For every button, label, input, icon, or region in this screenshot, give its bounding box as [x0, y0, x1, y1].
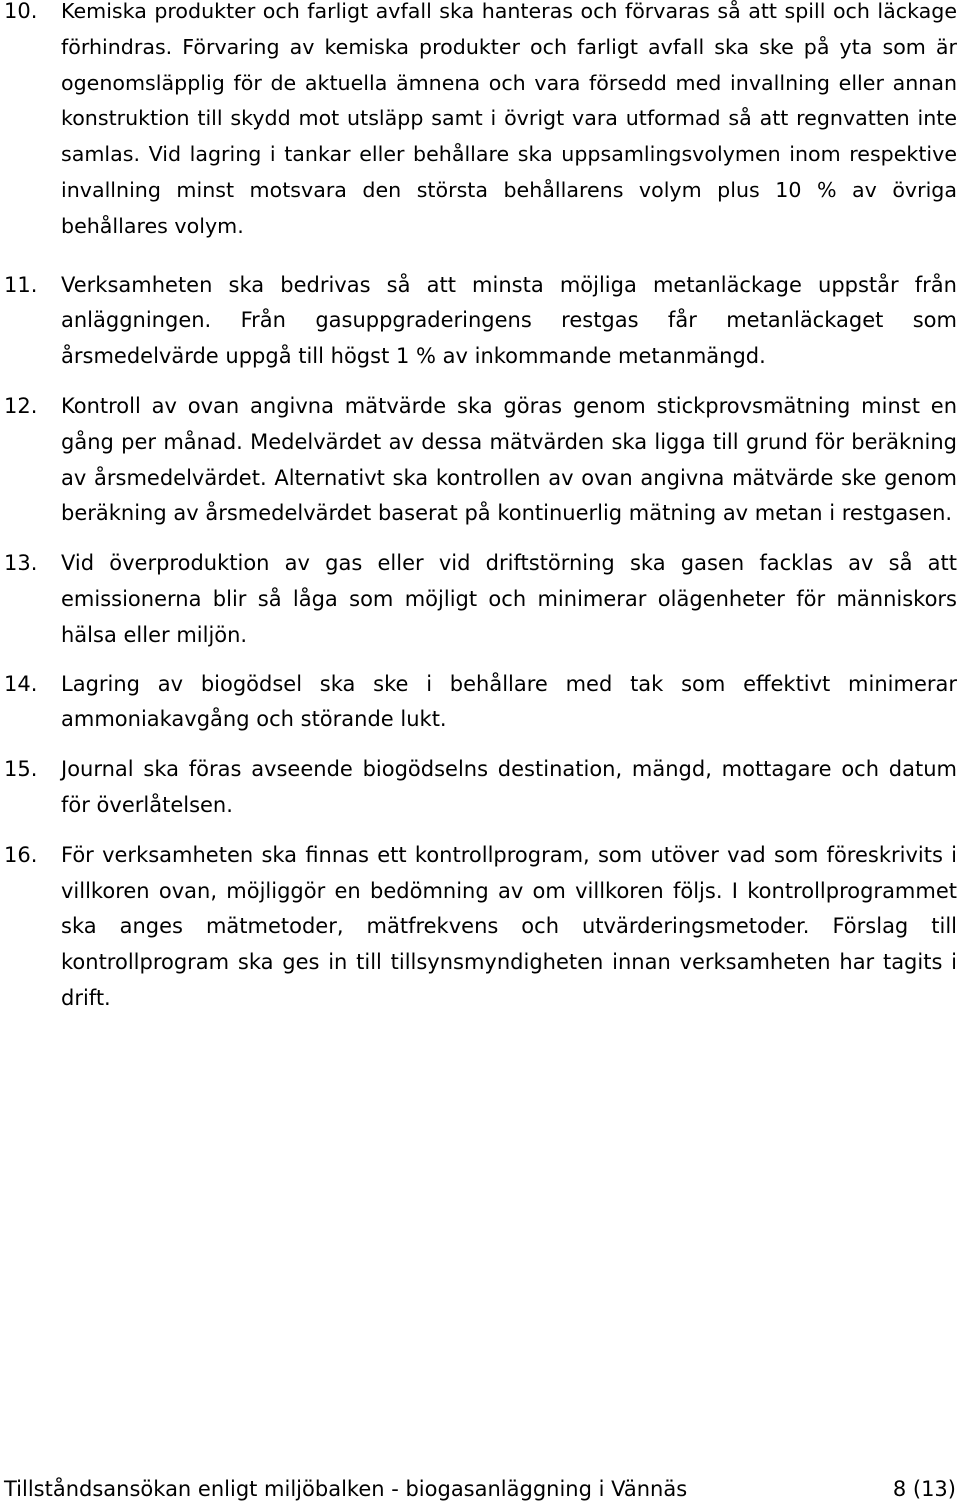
condition-number: 14.	[4, 671, 38, 696]
condition-number: 13.	[4, 551, 38, 576]
condition-item-10	[0, 0, 957, 245]
condition-number: 15.	[4, 757, 38, 782]
condition-number: 16.	[4, 842, 38, 867]
footer-document-title: Tillståndsansökan enligt miljöbalken - biogasanläggning i Vännäs	[4, 1477, 688, 1501]
condition-number: 11.	[4, 272, 38, 297]
footer-page-number: 8 (13)	[892, 1477, 956, 1501]
condition-text: Kemiska produkter och farligt avfall ska hanteras och förvaras så att spill och läckage förhindras. Förvaring av kemiska produkter och farligt avfall ska ske på yta som är ogenomsläpplig för de aktuella ämnena och vara försedd med invallning eller annan konstruktion till skydd mot utsläpp samt i övrigt vara utformad så att regnvatten inte samlas. Vid lagring i tankar eller behållare ska uppsamlingsvolymen inom respektive invallning minst motsvara den största behållarens volym plus 10 % av övriga behållares volym.	[61, 0, 957, 238]
condition-item-11	[0, 268, 957, 375]
condition-text: Verksamheten ska bedrivas så att minsta möjliga metanläckage uppstår från anläggningen. Från gasuppgraderingens restgas får metanläckaget som årsmedelvärde uppgå till högst 1 % av inkommande metanmängd.	[61, 272, 957, 369]
condition-text: Vid överproduktion av gas eller vid driftstörning ska gasen facklas av så att emissionerna blir så låga som möjligt och minimerar olägenheter för människors hälsa eller miljön.	[61, 551, 957, 647]
condition-number: 10.	[4, 0, 38, 23]
condition-item-14	[0, 667, 957, 739]
condition-text: Journal ska föras avseende biogödselns destination, mängd, mottagare och datum för överlåtelsen.	[61, 757, 957, 817]
condition-item-12	[0, 389, 957, 532]
condition-item-16	[0, 838, 957, 1017]
condition-item-15	[0, 752, 957, 824]
condition-text: För verksamheten ska finnas ett kontrollprogram, som utöver vad som föreskrivits i villkoren ovan, möjliggör en bedömning av om villkoren följs. I kontrollprogrammet ska anges mätmetoder, mätfrekvens och utvärderingsmetoder. Förslag till kontrollprogram ska ges in till tillsynsmyndigheten innan verksamheten har tagits i drift.	[61, 842, 957, 1010]
condition-text: Kontroll av ovan angivna mätvärde ska göras genom stickprovsmätning minst en gång per månad. Medelvärdet av dessa mätvärden ska ligga till grund för beräkning av årsmedelvärdet. Alternativt ska kontrollen av ovan angivna mätvärde ske genom beräkning av årsmedelvärdet baserat på kontinuerlig mätning av metan i restgasen.	[61, 393, 957, 526]
condition-number: 12.	[4, 393, 38, 418]
condition-item-13	[0, 546, 957, 653]
condition-text: Lagring av biogödsel ska ske i behållare med tak som effektivt minimerar ammoniakavgång och störande lukt.	[61, 671, 957, 732]
page-footer	[4, 1474, 956, 1504]
